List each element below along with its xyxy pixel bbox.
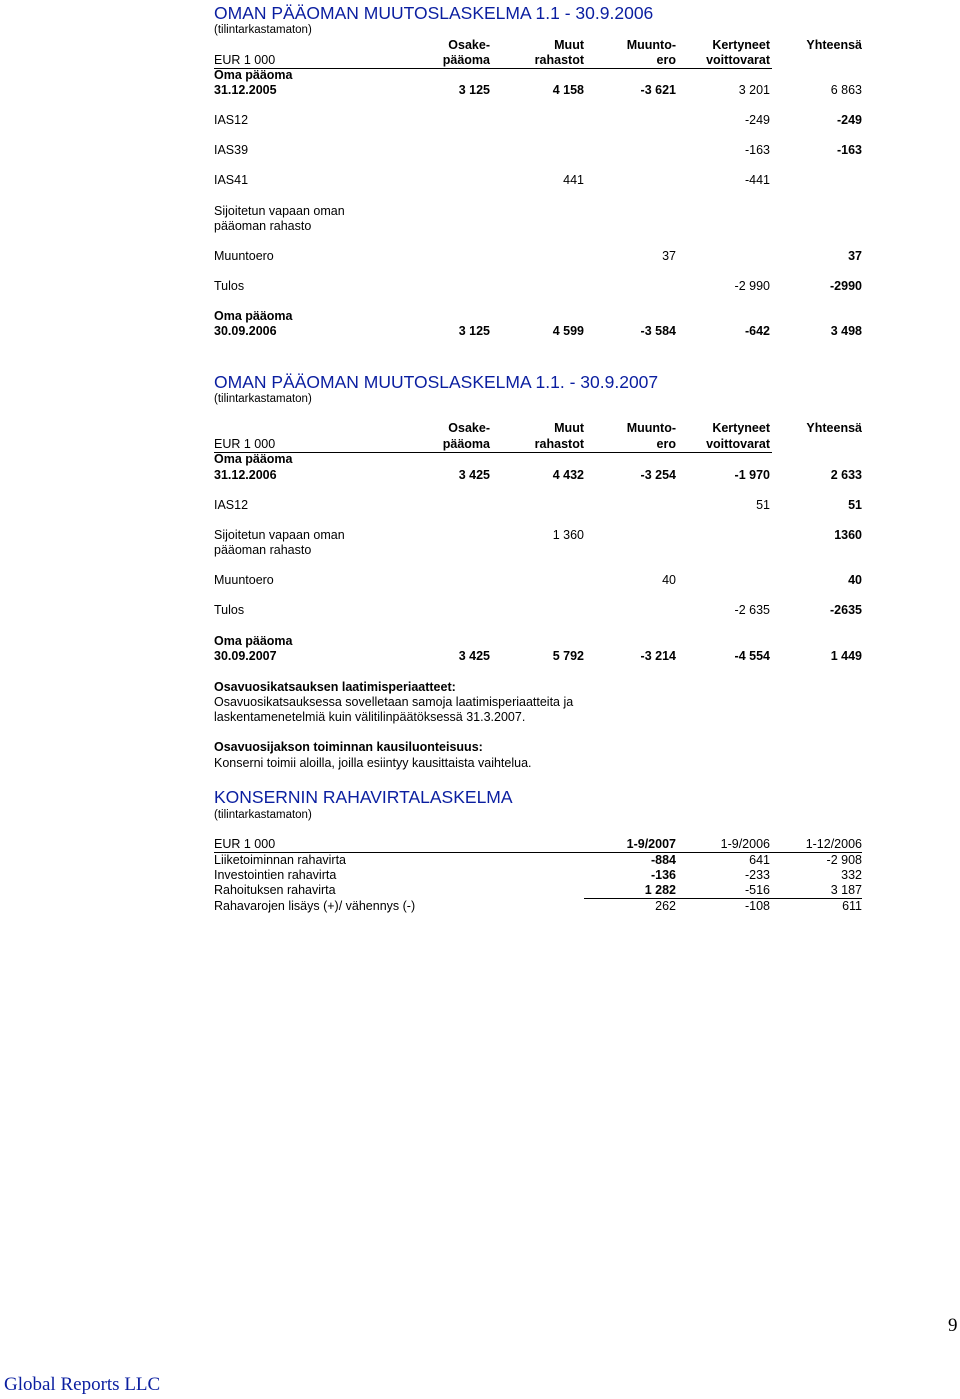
closing-value: -4 554 — [734, 649, 770, 663]
row-label: Sijoitetun vapaan oman — [214, 528, 345, 542]
col-header: Osake- — [448, 421, 490, 435]
row-label: Sijoitetun vapaan oman — [214, 204, 345, 218]
row-value: -2 635 — [734, 603, 770, 617]
section-subtitle: (tilintarkastamaton) — [214, 809, 312, 821]
table-cell: 641 — [749, 853, 770, 867]
table-cell: -108 — [744, 899, 770, 913]
opening-date: 31.12.2005 — [214, 83, 277, 97]
opening-value: 6 863 — [830, 83, 862, 97]
row-value: -2990 — [830, 279, 862, 293]
closing-value: 3 425 — [458, 649, 490, 663]
col-header: Yhteensä — [806, 38, 862, 52]
col-header: ero — [656, 53, 676, 67]
opening-value: 3 125 — [458, 83, 490, 97]
row-label: pääoman rahasto — [214, 543, 312, 557]
col-header: rahastot — [534, 53, 584, 67]
opening-value: 4 432 — [552, 468, 584, 482]
row-label: IAS12 — [214, 498, 249, 512]
table-row-label: Rahoituksen rahavirta — [214, 883, 336, 897]
row-value: -249 — [836, 113, 862, 127]
row-value: -249 — [744, 113, 770, 127]
row-label: Muuntoero — [214, 573, 274, 587]
table-cell: -516 — [744, 883, 770, 897]
closing-value: 3 125 — [458, 324, 490, 338]
row-label: pääoman rahasto — [214, 219, 312, 233]
row-value: 51 — [756, 498, 770, 512]
closing-value: 1 449 — [830, 649, 862, 663]
col-header: Muut — [554, 38, 584, 52]
col-header: Kertyneet — [712, 38, 770, 52]
opening-value: -1 970 — [734, 468, 770, 482]
unit-label: EUR 1 000 — [214, 437, 276, 451]
row-value: -2 990 — [734, 279, 770, 293]
row-label: IAS39 — [214, 143, 249, 157]
row-value: 37 — [662, 249, 676, 263]
header-rule — [214, 452, 772, 453]
opening-value: 4 158 — [552, 83, 584, 97]
row-value: 1360 — [834, 528, 862, 542]
table-cell: -136 — [650, 868, 676, 882]
col-header: 1-12/2006 — [805, 837, 862, 851]
section-subtitle: (tilintarkastamaton) — [214, 24, 312, 36]
table-cell: -2 908 — [826, 853, 862, 867]
col-header: Muunto- — [626, 421, 676, 435]
closing-value: -3 214 — [640, 649, 676, 663]
col-header: Osake- — [448, 38, 490, 52]
row-value: -2635 — [830, 603, 862, 617]
opening-date: 31.12.2006 — [214, 468, 277, 482]
table-cell: -884 — [650, 853, 676, 867]
col-header: 1-9/2006 — [720, 837, 770, 851]
footer-company: Global Reports LLC — [4, 1374, 161, 1395]
closing-label: Oma pääoma — [214, 634, 293, 648]
row-value: 40 — [848, 573, 862, 587]
row-label: IAS41 — [214, 173, 249, 187]
col-header: pääoma — [442, 437, 490, 451]
row-value: 37 — [848, 249, 862, 263]
opening-value: 3 425 — [458, 468, 490, 482]
table-cell: 611 — [842, 899, 862, 913]
col-header: voittovarat — [706, 53, 770, 67]
opening-value: -3 621 — [640, 83, 676, 97]
unit-label: EUR 1 000 — [214, 53, 276, 67]
seasonality-text: Konserni toimii aloilla, joilla esiintyy kausittaista vaihtelua. — [214, 756, 532, 770]
table-cell: 332 — [841, 868, 862, 882]
closing-value: 4 599 — [552, 324, 584, 338]
col-header: rahastot — [534, 437, 584, 451]
table-row-label: Rahavarojen lisäys (+)/ vähennys (-) — [214, 899, 416, 913]
opening-value: -3 254 — [640, 468, 676, 482]
table-cell: -233 — [744, 868, 770, 882]
closing-value: 3 498 — [830, 324, 862, 338]
table-cell: 262 — [655, 899, 676, 913]
row-value: -163 — [836, 143, 862, 157]
table-row-label: Investointien rahavirta — [214, 868, 337, 882]
opening-value: 2 633 — [830, 468, 862, 482]
closing-date: 30.09.2006 — [214, 324, 277, 338]
row-value: 1 360 — [552, 528, 584, 542]
section-title: OMAN PÄÄOMAN MUUTOSLASKELMA 1.1. - 30.9.2007 — [214, 372, 659, 392]
closing-date: 30.09.2007 — [214, 649, 277, 663]
principles-text: Osavuosikatsauksessa sovelletaan samoja laatimisperiaatteita ja — [214, 695, 574, 709]
unit-label: EUR 1 000 — [214, 837, 276, 851]
row-value: 51 — [848, 498, 862, 512]
row-value: 441 — [563, 173, 584, 187]
col-header: pääoma — [442, 53, 490, 67]
col-header: 1-9/2007 — [626, 837, 676, 851]
seasonality-heading: Osavuosijakson toiminnan kausiluonteisuus: — [214, 740, 483, 754]
col-header: voittovarat — [706, 437, 770, 451]
row-label: Muuntoero — [214, 249, 274, 263]
table-row-label: Liiketoiminnan rahavirta — [214, 853, 347, 867]
header-rule — [214, 68, 772, 69]
opening-value: 3 201 — [738, 83, 770, 97]
row-value: -163 — [744, 143, 770, 157]
section-subtitle: (tilintarkastamaton) — [214, 393, 312, 405]
closing-value: -642 — [744, 324, 770, 338]
closing-value: 5 792 — [552, 649, 584, 663]
page-number: 9 — [948, 1315, 958, 1336]
row-value: 40 — [662, 573, 676, 587]
section-title: OMAN PÄÄOMAN MUUTOSLASKELMA 1.1 - 30.9.2006 — [214, 3, 654, 23]
closing-label: Oma pääoma — [214, 309, 293, 323]
row-label: IAS12 — [214, 113, 249, 127]
section-title: KONSERNIN RAHAVIRTALASKELMA — [214, 787, 513, 807]
col-header: ero — [656, 437, 676, 451]
col-header: Muut — [554, 421, 584, 435]
closing-value: -3 584 — [640, 324, 676, 338]
row-value: -441 — [744, 173, 770, 187]
row-label: Tulos — [214, 603, 245, 617]
row-label: Tulos — [214, 279, 245, 293]
table-cell: 1 282 — [644, 883, 676, 897]
opening-label: Oma pääoma — [214, 452, 293, 466]
col-header: Yhteensä — [806, 421, 862, 435]
principles-heading: Osavuosikatsauksen laatimisperiaatteet: — [214, 680, 456, 694]
col-header: Kertyneet — [712, 421, 770, 435]
table-cell: 3 187 — [830, 883, 862, 897]
principles-text: laskentamenetelmiä kuin välitilinpäätöksessä 31.3.2007. — [214, 710, 526, 724]
opening-label: Oma pääoma — [214, 68, 293, 82]
col-header: Muunto- — [626, 38, 676, 52]
